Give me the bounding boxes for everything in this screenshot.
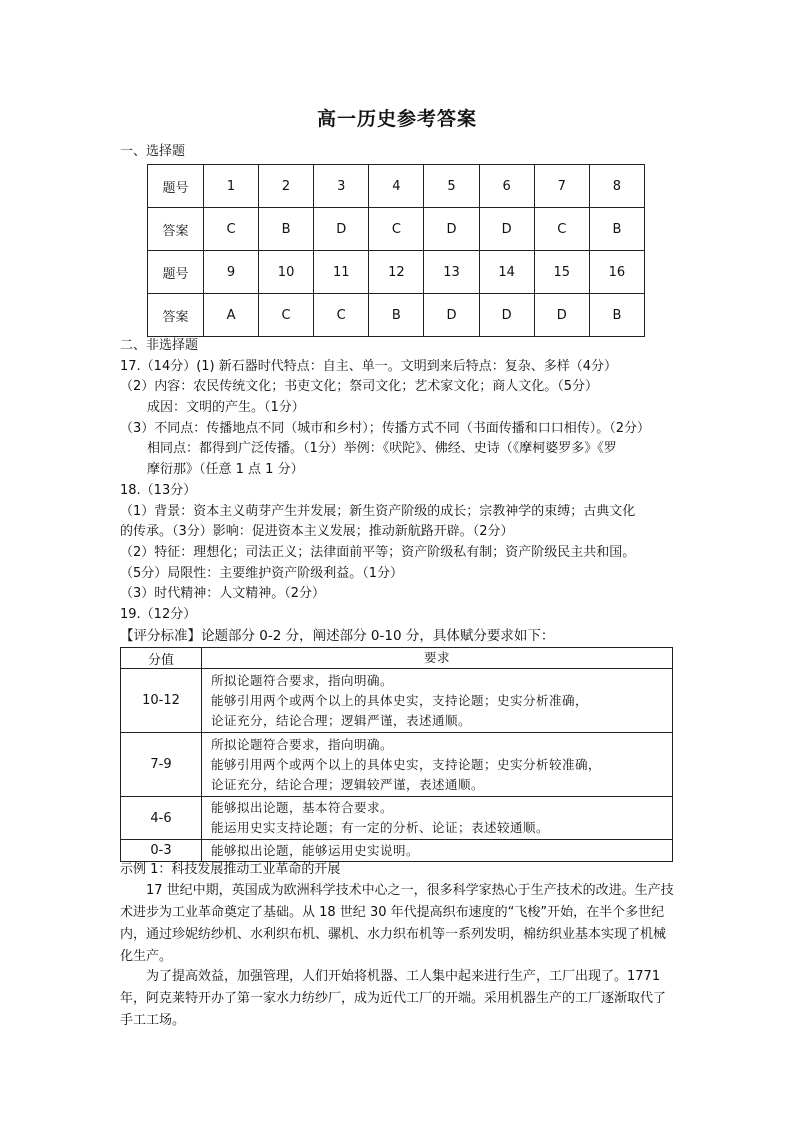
example-paragraph-2: [120, 966, 675, 1032]
mc-cell: D: [424, 208, 479, 251]
mc-cell: C: [259, 294, 314, 337]
mc-table-row: [148, 165, 645, 208]
multiple-choice-answer-table: [147, 164, 645, 337]
mc-cell: C: [534, 208, 589, 251]
mc-cell: B: [589, 294, 644, 337]
mc-cell: D: [479, 208, 534, 251]
example-paragraph-1-text: 17 世纪中期，英国成为欧洲科学技术中心之一，很多科学家热心于生产技术的改进。生产技术进步为工业革命奠定了基础。从 18 世纪 30 年代提高织布速度的“飞梭”开始，在半个多世纪内，通过珍妮纺纱机、水利织布机、骡机、水力织布机等一系列发明，棉纺织业基本实现了机械化生产。: [120, 883, 674, 964]
section-non-choice-heading: 二、非选择题: [120, 338, 199, 353]
example-paragraph-2-text: 为了提高效益，加强管理，人们开始将机器、工人集中起来进行生产，工厂出现了。1771 年，阿克莱特开办了第一家水力纺纱厂，成为近代工厂的开端。采用机器生产的工厂逐渐取代了手工工场。: [120, 969, 667, 1028]
q17-line-1: 17.（14分）(1) 新石器时代特点：自主、单一。文明到来后特点：复杂、多样（4分）: [120, 359, 618, 374]
mc-cell: 12: [369, 251, 424, 294]
mc-row-header: 题号: [148, 165, 204, 208]
rubric-score: 10-12: [121, 669, 202, 733]
mc-row-header: 答案: [148, 208, 204, 251]
section-multiple-choice-heading: 一、选择题: [120, 144, 186, 159]
mc-cell: A: [204, 294, 259, 337]
q18-line-5: （5分）局限性：主要维护资产阶级利益。（1分）: [120, 566, 404, 581]
rubric-score: 4-6: [121, 797, 202, 840]
q17-line-4: （3）不同点：传播地点不同（城市和乡村）；传播方式不同（书面传播和口口相传）。（2分）: [120, 421, 651, 436]
rubric-row: [121, 669, 673, 733]
q18-line-2: （1）背景：资本主义萌芽产生并发展；新生资产阶级的成长；宗教神学的束缚；古典文化: [120, 504, 636, 519]
mc-cell: 13: [424, 251, 479, 294]
mc-cell: 15: [534, 251, 589, 294]
rubric-requirement-line: 所拟论题符合要求，指向明确。: [211, 672, 394, 688]
rubric-header-score: 分值: [121, 648, 202, 669]
rubric-score: 0-3: [121, 840, 202, 862]
mc-cell: C: [314, 294, 369, 337]
mc-cell: D: [534, 294, 589, 337]
mc-cell: C: [204, 208, 259, 251]
mc-row-header: 答案: [148, 294, 204, 337]
rubric-requirement-line: 所拟论题符合要求，指向明确。: [211, 736, 394, 752]
example-heading: 示例 1：科技发展推动工业革命的开展: [120, 862, 341, 877]
mc-cell: 3: [314, 165, 369, 208]
rubric-header-row: [121, 648, 673, 669]
mc-table-row: [148, 208, 645, 251]
q18-line-6: （3）时代精神：人文精神。（2分）: [120, 586, 326, 601]
rubric-requirement-line: 能运用史实支持论题；有一定的分析、论证；表述较通顺。: [211, 820, 550, 835]
mc-cell: B: [589, 208, 644, 251]
q19-scoring-criteria: 【评分标准】论题部分 0-2 分，阐述部分 0-10 分，具体赋分要求如下：: [120, 628, 555, 644]
q18-line-3: 的传承。（3分）影响：促进资本主义发展；推动新航路开辟。（2分）: [120, 524, 514, 539]
mc-cell: 6: [479, 165, 534, 208]
rubric-requirement-line: 论证充分，结论合理；逻辑较严谨，表述通顺。: [211, 776, 485, 792]
q17-line-5: 相同点：都得到广泛传播。（1分）举例：《吠陀》、佛经、史诗（《摩柯婆罗多》《罗: [147, 441, 617, 456]
mc-cell: 1: [204, 165, 259, 208]
q17-line-2: （2）内容：农民传统文化；书吏文化；祭司文化；艺术家文化；商人文化。（5分）: [120, 379, 599, 394]
mc-cell: 4: [369, 165, 424, 208]
rubric-header-requirement: 要求: [202, 648, 673, 669]
mc-table-row: [148, 251, 645, 294]
rubric-requirement: [202, 733, 673, 797]
mc-cell: 8: [589, 165, 644, 208]
mc-cell: 5: [424, 165, 479, 208]
mc-cell: C: [369, 208, 424, 251]
mc-cell: B: [369, 294, 424, 337]
mc-cell: 10: [259, 251, 314, 294]
mc-cell: 11: [314, 251, 369, 294]
page-title: 高一历史参考答案: [316, 108, 477, 130]
rubric-requirement: [202, 797, 673, 840]
mc-cell: 7: [534, 165, 589, 208]
mc-table-row: [148, 294, 645, 337]
scoring-rubric-table: [120, 647, 673, 862]
mc-cell: 2: [259, 165, 314, 208]
mc-cell: 16: [589, 251, 644, 294]
mc-cell: B: [259, 208, 314, 251]
rubric-requirement-line: 能够拟出论题，能够运用史实说明。: [211, 842, 420, 858]
rubric-requirement-line: 能够引用两个或两个以上的具体史实，支持论题；史实分析准确，: [211, 692, 589, 708]
mc-cell: 14: [479, 251, 534, 294]
mc-cell: 9: [204, 251, 259, 294]
q19-line-1: 19.（12分）: [120, 607, 197, 622]
mc-cell: D: [479, 294, 534, 337]
mc-cell: D: [314, 208, 369, 251]
mc-row-header: 题号: [148, 251, 204, 294]
rubric-requirement: [202, 669, 673, 733]
rubric-row: [121, 797, 673, 840]
rubric-requirement-line: 能够引用两个或两个以上的具体史实，支持论题；史实分析较准确，: [211, 756, 602, 772]
rubric-requirement-line: 能够拟出论题，基本符合要求。: [211, 800, 394, 815]
mc-cell: D: [424, 294, 479, 337]
q18-line-1: 18.（13分）: [120, 483, 197, 498]
q18-line-4: （2）特征：理想化；司法正义；法律面前平等；资产阶级私有制；资产阶级民主共和国。: [120, 545, 636, 560]
q17-line-3: 成因：文明的产生。（1分）: [147, 400, 305, 415]
rubric-score: 7-9: [121, 733, 202, 797]
rubric-requirement-line: 论证充分，结论合理；逻辑严谨，表述通顺。: [211, 712, 472, 728]
rubric-requirement: [202, 840, 673, 862]
rubric-row: [121, 840, 673, 862]
example-paragraph-1: [120, 880, 675, 968]
rubric-row: [121, 733, 673, 797]
q17-line-6: 摩衍那》（任意 1 点 1 分）: [147, 462, 304, 477]
